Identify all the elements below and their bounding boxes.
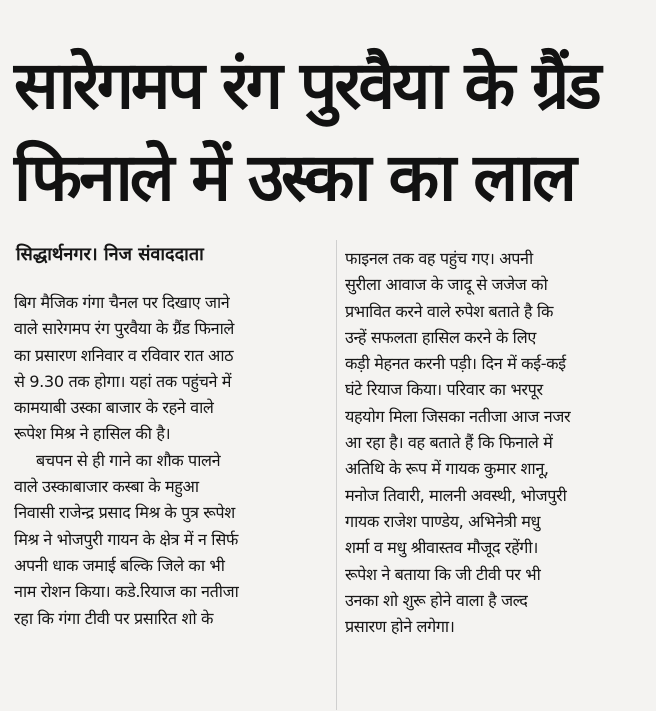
text-line: प्रसारण होने लगेगा। <box>345 617 455 637</box>
headline <box>14 40 646 224</box>
text-line: रूपेश ने बताया कि जी टीवी पर भी <box>345 564 541 584</box>
paragraph-1 <box>14 290 330 448</box>
paragraph-2 <box>14 448 330 632</box>
text-line: घंटे रियाज किया। परिवार का भरपूर <box>345 380 543 400</box>
text-line: निवासी राजेन्द्र प्रसाद मिश्र के पुत्र रूपेश <box>14 503 235 523</box>
byline: सिद्धार्थनगर। निज संवाददाता <box>16 244 204 265</box>
text-line: शर्मा व मधु श्रीवास्तव मौजूद रहेंगी। <box>345 538 538 558</box>
text-line: आ रहा है। वह बताते हैं कि फिनाले में <box>345 433 553 453</box>
headline-line: फिनाले में उस्का का लाल <box>14 139 574 216</box>
paragraph-3 <box>345 246 645 640</box>
text-line: वाले सारेगमप रंग पुरवैया के ग्रैंड फिनाले <box>14 319 234 339</box>
text-line: बचपन से ही गाने का शौक पालने <box>36 450 221 470</box>
text-line: फाइनल तक वह पहुंच गए। अपनी <box>345 249 533 268</box>
text-line: अतिथि के रूप में गायक कुमार शानू, <box>345 459 549 479</box>
text-line: मनोज तिवारी, मालनी अवस्थी, भोजपुरी <box>345 485 567 505</box>
text-line: गायक राजेश पाण्डेय, अभिनेत्री मधु <box>345 511 541 531</box>
text-line: कामयाबी उस्का बाजार के रहने वाले <box>14 398 214 418</box>
text-line: बिग मैजिक गंगा चैनल पर दिखाए जाने <box>14 293 230 312</box>
text-line: रहा कि गंगा टीवी पर प्रसारित शो के <box>14 608 214 628</box>
headline-line: सारेगमप रंग पुरवैया के ग्रैंड <box>14 47 599 124</box>
text-line: प्रभावित करने वाले रुपेश बताते है कि <box>345 301 554 321</box>
text-line: रूपेश मिश्र ने हासिल की है। <box>14 424 171 444</box>
text-line: यहयोग मिला जिसका नतीजा आज नजर <box>345 406 571 426</box>
text-line: सुरीला आवाज के जादू से जजेज को <box>345 275 548 295</box>
text-line: से 9.30 तक होगा। यहां तक पहुंचने में <box>14 371 232 391</box>
article-column-left <box>14 290 330 632</box>
text-line: वाले उस्काबाजार कस्बा के महुआ <box>14 477 199 497</box>
text-line: का प्रसारण शनिवार व रविवार रात आठ <box>14 345 234 365</box>
text-line: अपनी धाक जमाई बल्कि जिले का भी <box>14 555 225 575</box>
text-line: कड़ी मेहनत करनी पड़ी। दिन में कई-कई <box>345 354 566 374</box>
article-column-right <box>345 246 645 640</box>
column-divider <box>336 240 337 710</box>
text-line: मिश्र ने भोजपुरी गायन के क्षेत्र में न सिर्फ <box>14 529 239 549</box>
text-line: नाम रोशन किया। कडे.रियाज का नतीजा <box>14 582 239 602</box>
text-line: उनका शो शुरू होने वाला है जल्द <box>345 590 528 610</box>
text-line: उन्हें सफलता हासिल करने के लिए <box>345 327 536 347</box>
